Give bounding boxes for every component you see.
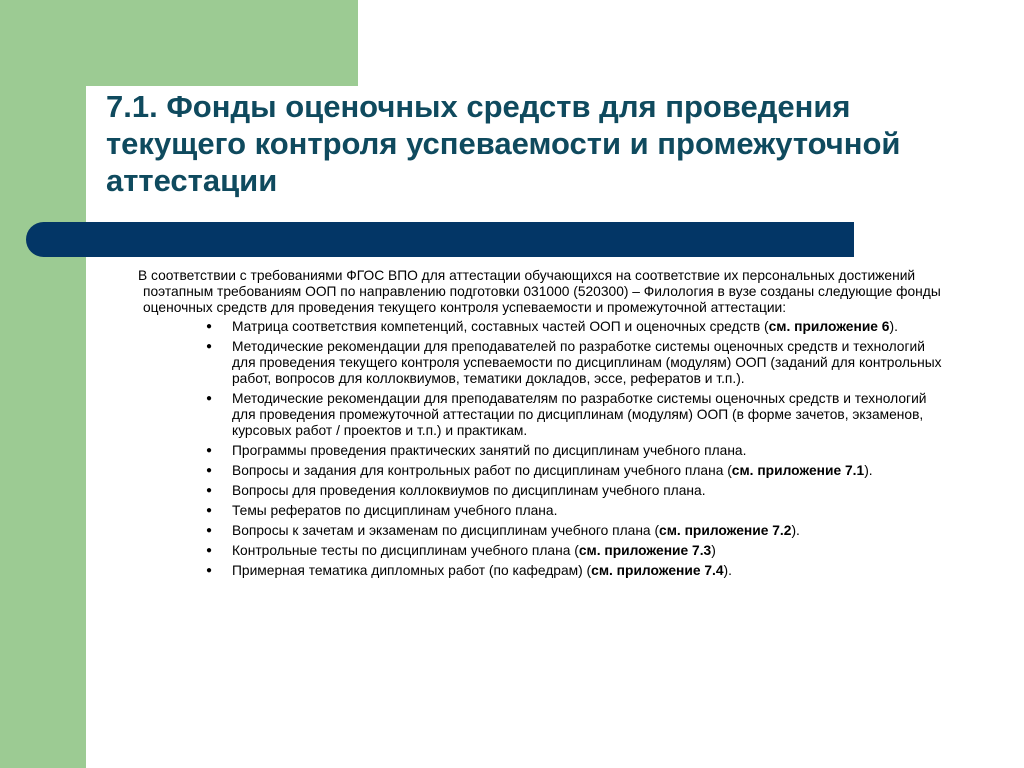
list-item: [206, 483, 948, 499]
list-item-text: Методические рекомендации для преподавателей по разработке системы оценочных средств и технологий для проведения текущего контроля успеваемости по дисциплинам (модулям) ООП (заданий для контрольных работ, вопросов для коллоквиумов, тематики докладов, эссе, рефератов и т.п.).: [232, 339, 942, 386]
appendix-reference: см. приложение 7.3: [578, 543, 712, 558]
bullet-dot-icon: ●: [206, 341, 213, 352]
list-item-text: Примерная тематика дипломных работ (по кафедрам) (: [232, 563, 592, 578]
bullet-dot-icon: ●: [206, 565, 213, 576]
green-vertical-band: [0, 0, 86, 768]
list-item: [206, 339, 948, 387]
list-item-text: Темы рефератов по дисциплинам учебного плана.: [232, 503, 558, 518]
title-divider-bar: [26, 222, 854, 257]
list-item: [206, 563, 948, 579]
list-item-text: Вопросы и задания для контрольных работ по дисциплинам учебного плана (: [232, 463, 732, 478]
bullet-dot-icon: ●: [206, 445, 213, 456]
list-item-text: Матрица соответствия компетенций, составных частей ООП и оценочных средств (: [232, 319, 769, 334]
list-item: [206, 523, 948, 539]
list-item-suffix: ).: [889, 319, 898, 334]
list-item-suffix: ).: [864, 463, 873, 478]
bullet-dot-icon: ●: [206, 321, 213, 332]
bullet-dot-icon: ●: [206, 465, 213, 476]
green-top-band: [0, 0, 358, 86]
bullet-dot-icon: ●: [206, 545, 213, 556]
list-item: [206, 503, 948, 519]
appendix-reference: см. приложение 7.1: [731, 463, 865, 478]
fund-list: [138, 319, 948, 579]
slide-title: 7.1. Фонды оценочных средств для проведения текущего контроля успеваемости и промежуточной аттестации: [106, 89, 901, 198]
bullet-dot-icon: ●: [206, 393, 213, 404]
list-item: [206, 319, 948, 335]
slide-body: [138, 268, 948, 583]
list-item-text: Контрольные тесты по дисциплинам учебного плана (: [232, 543, 579, 558]
list-item: [206, 391, 948, 439]
appendix-reference: см. приложение 7.4: [591, 563, 724, 578]
list-item-text: Программы проведения практических занятий по дисциплинам учебного плана.: [232, 443, 747, 458]
appendix-reference: см. приложение 6: [768, 319, 890, 334]
bullet-dot-icon: ●: [206, 505, 213, 516]
list-item-text: Методические рекомендации для преподавателям по разработке системы оценочных средств и технологий для проведения промежуточной аттестации по дисциплинам (модулям) ООП (в форме зачетов, экзаменов, курсовых работ / проектов и т.п.) и практикам.: [232, 391, 927, 438]
bullet-dot-icon: ●: [206, 485, 213, 496]
list-item-suffix: ).: [723, 563, 732, 578]
list-item: [206, 443, 948, 459]
list-item: [206, 463, 948, 479]
intro-paragraph: В соответствии с требованиями ФГОС ВПО для аттестации обучающихся на соответствие их персональных достижений поэтапным требованиям ООП по направлению подготовки 031000 (520300) – Филология в вузе созданы следующие фонды оценочных средств для проведения текущего контроля успеваемости и промежуточной аттестации:: [138, 268, 941, 315]
list-item-text: Вопросы к зачетам и экзаменам по дисциплинам учебного плана (: [232, 523, 660, 538]
list-item-suffix: ).: [791, 523, 800, 538]
list-item: [206, 543, 948, 559]
list-item-text: Вопросы для проведения коллоквиумов по дисциплинам учебного плана.: [232, 483, 706, 498]
bullet-dot-icon: ●: [206, 525, 213, 536]
list-item-suffix: ): [711, 543, 716, 558]
appendix-reference: см. приложение 7.2: [659, 523, 792, 538]
